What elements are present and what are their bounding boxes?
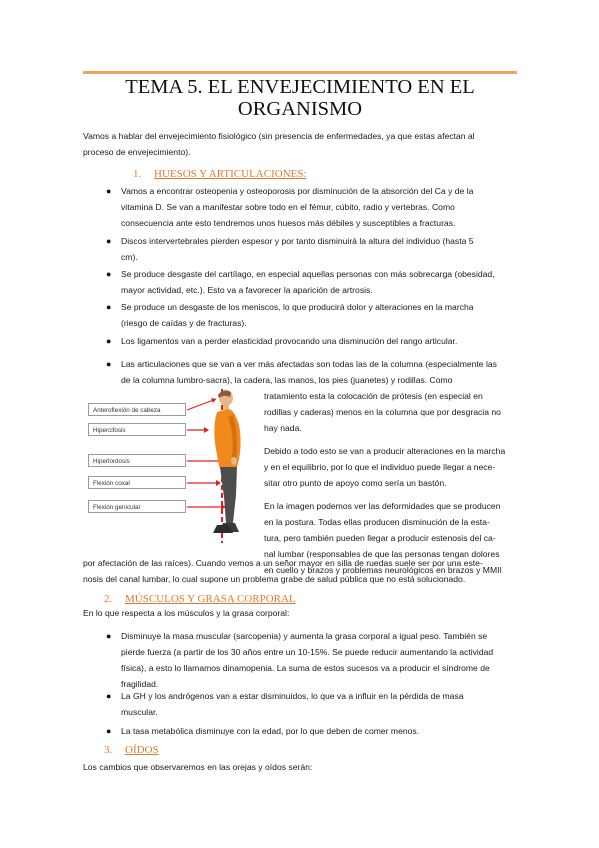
bullet-ligamentos: Los ligamentos van a perder elasticidad provocando una disminución del rango articular.: [121, 336, 458, 346]
label-anteroflexion: Anteroflexión de cabeza: [88, 403, 186, 416]
full-width-text: por afectación de las raíces). Cuando vemos a un señor mayor en silla de ruedas suele ser por una este- nosis del canal lumbar, lo cual supone un problema grabe de salud pública que no está solucionado.: [83, 558, 483, 584]
figure-hand: [231, 457, 237, 465]
bullet-sarcopenia: Disminuye la masa muscular (sarcopenia) y aumenta la grasa corporal a igual peso. También se pierde fuerza (a partir de los 30 años entre un 10-15%. Se puede reducir aumentando la actividad física), a esto lo llamamos dinamopenia. La suma de estos sucesos va a producir el síndrome de fragilidad.: [121, 631, 494, 689]
bullet-dot: ●: [106, 302, 112, 312]
bullet-articulaciones: Las articulaciones que se van a ver más afectadas son todas las de la columna (especialmente las de la columna lumbro-sacra), la cadera, las manos, los pies (juanetes) y rodillas. Como: [121, 359, 497, 385]
section-heading-muscles: 2. MÚSCULOS Y GRASA CORPORAL: [104, 593, 296, 605]
bullet-dot: ●: [106, 359, 112, 369]
ears-intro: Los cambios que observaremos en las orejas y oídos serán:: [83, 762, 313, 772]
label-hiperlordosis: Hiperlordosis: [88, 454, 186, 467]
muscles-intro: En lo que respecta a los músculos y la grasa corporal:: [83, 608, 290, 618]
label-hipercifosis: Hipercifosis: [88, 423, 186, 436]
bullet-tasa-metabolica: La tasa metabólica disminuye con la edad, por lo que deben de comer menos.: [121, 726, 420, 736]
bullet-dot: ●: [106, 336, 112, 346]
label-flexion-genicular: Flexión genicular: [88, 500, 186, 513]
bullet-discos: Discos intervertebrales pierden espesor y por tanto disminuirá la altura del individuo (hasta 5 cm).: [121, 236, 474, 262]
title-top-rule: [83, 71, 517, 74]
bullet-gh: La GH y los andrógenos van a estar disminuidos, lo que va a influir en la pérdida de masa muscular.: [121, 691, 464, 717]
bullet-dot: ●: [106, 631, 112, 641]
label-flexion-coxal: Flexión coxal: [88, 476, 186, 489]
intro-line-2: proceso de envejecimiento).: [83, 147, 191, 157]
section-heading-bones: 1. HUESOS Y ARTICULACIONES:: [133, 168, 307, 180]
bullet-dot: ●: [106, 269, 112, 279]
bullet-dot: ●: [106, 186, 112, 196]
bullet-meniscos: Se produce un desgaste de los meniscos, lo que producirá dolor y alteraciones en la marcha (riesgo de caídas y de fracturas).: [121, 302, 474, 328]
posture-figure: [83, 385, 263, 545]
intro-line-1: Vamos a hablar del envejecimiento fisiológico (sin presencia de enfermedades, ya que estas afectan al: [83, 131, 475, 141]
page-title: TEMA 5. EL ENVEJECIMIENTO EN EL ORGANISMO: [125, 76, 475, 120]
arrow-kyphosis-tip: [204, 427, 209, 433]
bullet-dot: ●: [106, 691, 112, 701]
wrap-text-block: tratamiento esta la colocación de prótesis (en especial en rodillas y caderas) menos en la columna que por desgracia no hay nada. Debido a todo esto se van a producir alteraciones en la marcha y en el equilibrio, por lo que el individuo puede llegar a nece- sitar otro punto de apoyo como sería un bastón. En la imagen podemos ver las deformidades que se producen en la postura. Todas ellas producen disminución de la esta- tura, pero también pueden llegar a producir estenosis del ca- nal lumbar (responsables de que las personas tengan dolores en cuello y brazos y problemas neurológicos en brazos y MMII: [264, 391, 506, 575]
section-heading-ears: 3. OÍDOS: [104, 744, 159, 756]
arrow-hip-tip: [216, 480, 221, 486]
bullet-osteopenia: Vamos a encontrar osteopenia y osteoporosis por disminución de la absorción del Ca y de la vitamina D. Se van a manifestar sobre todo en el fémur, cúbito, radio y vertebras. Como consecuencia ante esto tendremos unos huesos más débiles y susceptibles a fracturas.: [121, 186, 474, 228]
bullet-dot: ●: [106, 726, 112, 736]
bullet-dot: ●: [106, 236, 112, 246]
arrow-head: [187, 399, 216, 410]
bullet-cartilago: Se produce desgaste del cartílago, en especial aquellas personas con más sobrecarga (obesidad, mayor actividad, etc.). Esto va a favorecer la aparición de artrosis.: [121, 269, 495, 295]
